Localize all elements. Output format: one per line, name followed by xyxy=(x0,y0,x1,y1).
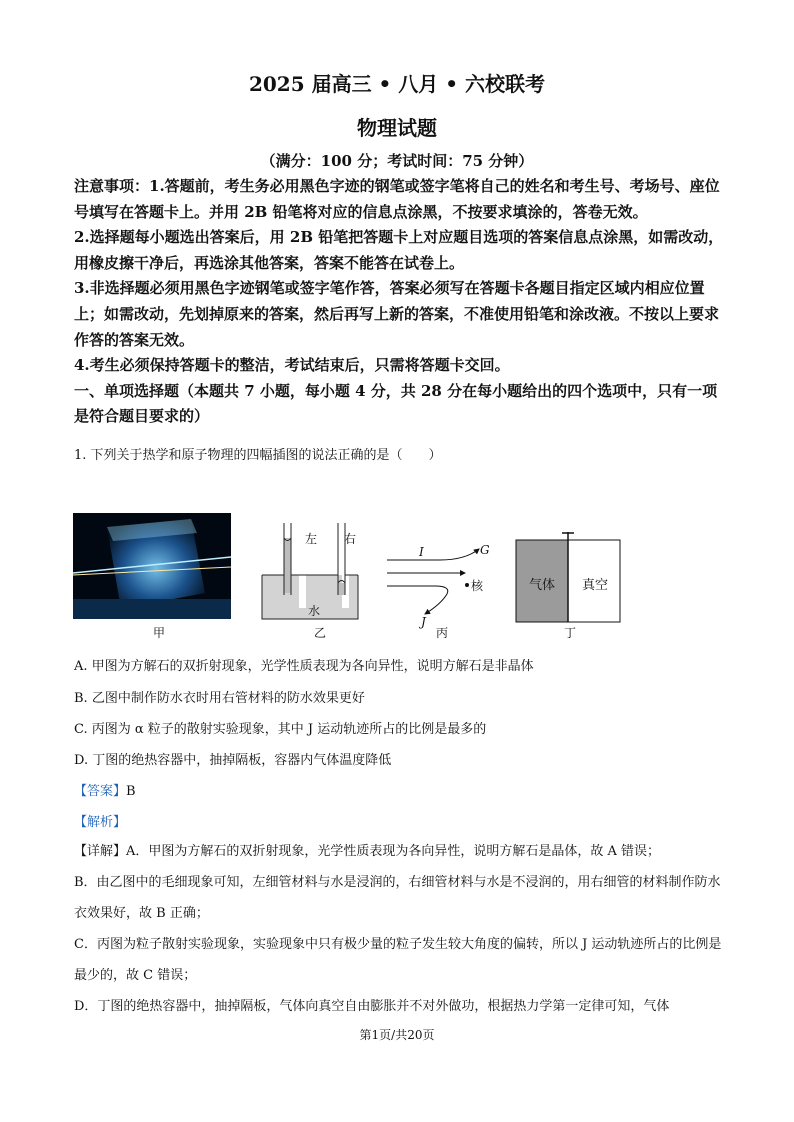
yi-right-label: 右 xyxy=(344,532,357,546)
ding-vacuum-label: 真空 xyxy=(582,578,609,593)
exam-notes xyxy=(74,174,724,430)
analysis-heading xyxy=(74,811,126,830)
option-b: B. 乙图中制作防水衣时用右管材料的防水效果更好 xyxy=(74,691,365,706)
figures-row xyxy=(70,505,730,645)
answer-value: B xyxy=(126,784,136,799)
option-d: D. 丁图的绝热容器中，抽掉隔板，容器内气体温度降低 xyxy=(74,753,392,768)
question-stem: 1. 下列关于热学和原子物理的四幅插图的说法正确的是（ ） xyxy=(74,448,442,463)
analysis-d: D．丁图的绝热容器中，抽掉隔板，气体向真空自由膨胀并不对外做功，根据热力学第一定律可知，气体 xyxy=(74,999,670,1014)
subject-title: 物理试题 xyxy=(357,116,437,140)
yi-left-label: 左 xyxy=(305,532,318,546)
exam-meta: （满分：100 分；考试时间：75 分钟） xyxy=(260,152,534,170)
page-footer: 第1页/共20页 xyxy=(359,1028,435,1042)
note-2: 2.选择题每小题选出答案后，用 2B 铅笔把答题卡上对应题目选项的答案信息点涂黑，如需改动，用橡皮擦干净后，再选涂其他答案，答案不能答在试卷上。 xyxy=(74,228,724,272)
bing-G-label: G xyxy=(480,543,490,557)
ding-gas-label: 气体 xyxy=(529,578,556,593)
option-a: A. 甲图为方解石的双折射现象，光学性质表现为各向异性，说明方解石是非晶体 xyxy=(74,659,534,674)
bing-nucleus-label: 核 xyxy=(471,579,484,593)
analysis-label: 【解析】 xyxy=(74,815,127,830)
analysis-a: 【详解】A．甲图为方解石的双折射现象，光学性质表现为各向异性，说明方解石是晶体，故 A 错误； xyxy=(74,844,661,859)
answer-line xyxy=(74,780,136,799)
figure-jia-calcite-image xyxy=(73,513,231,619)
option-c: C. 丙图为 α 粒子的散射实验现象，其中 J 运动轨迹所占的比例是最多的 xyxy=(74,722,487,737)
analysis-body xyxy=(74,836,724,1022)
note-4: 4.考生必须保持答题卡的整洁，考试结束后，只需将答题卡交回。 xyxy=(74,356,510,375)
analysis-b: B．由乙图中的毛细现象可知，左细管材料与水是浸润的，右细管材料与水是不浸润的，用右细管的材料制作防水衣效果好，故 B 正确； xyxy=(74,875,721,921)
answer-label: 【答案】 xyxy=(74,784,127,799)
note-3: 3.非选择题必须用黑色字迹钢笔或签字笔作答，答案必须写在答题卡各题目指定区域内相应位置上；如需改动，先划掉原来的答案，然后再写上新的答案，不准使用铅笔和涂改液。不按以上要求作答的答案无效。 xyxy=(74,279,720,349)
section-heading: 一、单项选择题（本题共 7 小题，每小题 4 分，共 28 分在每小题给出的四个选项中，只有一项是符合题目要求的） xyxy=(74,381,718,426)
caption-bing: 丙 xyxy=(436,626,449,640)
exam-title: 2025 届高三 • 八月 • 六校联考 xyxy=(248,72,546,96)
caption-yi: 乙 xyxy=(314,626,327,640)
note-1: 注意事项：1.答题前，考生务必用黑色字迹的钢笔或签字笔将自己的姓名和考生号、考场号、座位号填写在答题卡上。并用 2B 铅笔将对应的信息点涂黑，不按要求填涂的，答卷无效。 xyxy=(74,177,720,221)
analysis-c: C．丙图为粒子散射实验现象，实验现象中只有极少量的粒子发生较大角度的偏转，所以 J 运动轨迹所占的比例是最少的，故 C 错误； xyxy=(74,937,722,983)
bing-I-label: I xyxy=(419,545,424,559)
bing-J-label: J xyxy=(421,615,426,629)
yi-water-label: 水 xyxy=(308,604,321,618)
caption-ding: 丁 xyxy=(564,626,577,640)
caption-jia: 甲 xyxy=(153,626,166,640)
